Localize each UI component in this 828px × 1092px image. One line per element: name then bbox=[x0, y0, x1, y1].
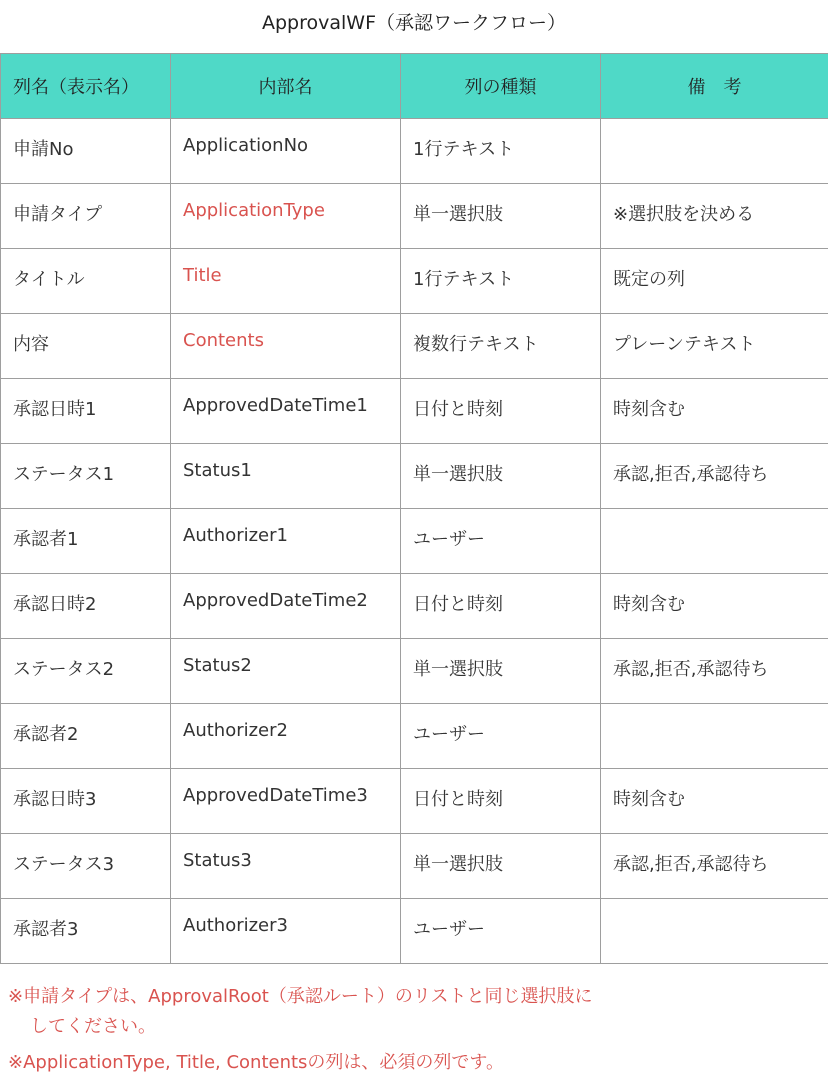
cell-remarks bbox=[601, 509, 828, 574]
cell-display-name: ステータス2 bbox=[1, 639, 171, 704]
cell-column-type: 複数行テキスト bbox=[401, 314, 601, 379]
cell-display-name: 承認者2 bbox=[1, 704, 171, 769]
cell-column-type: 単一選択肢 bbox=[401, 834, 601, 899]
cell-internal-name: ApplicationType bbox=[171, 184, 401, 249]
cell-internal-name: Authorizer1 bbox=[171, 509, 401, 574]
cell-display-name: 申請タイプ bbox=[1, 184, 171, 249]
cell-internal-name: ApplicationNo bbox=[171, 119, 401, 184]
cell-column-type: 単一選択肢 bbox=[401, 639, 601, 704]
cell-remarks: ※選択肢を決める bbox=[601, 184, 828, 249]
cell-internal-name: Authorizer2 bbox=[171, 704, 401, 769]
cell-column-type: 日付と時刻 bbox=[401, 769, 601, 834]
cell-remarks bbox=[601, 119, 828, 184]
table-row bbox=[1, 769, 828, 834]
table-row bbox=[1, 639, 828, 704]
table-body bbox=[1, 119, 828, 964]
cell-internal-name: Status2 bbox=[171, 639, 401, 704]
cell-remarks: 時刻含む bbox=[601, 379, 828, 444]
header-internal-name: 内部名 bbox=[171, 54, 401, 119]
table-header-row bbox=[1, 54, 828, 119]
cell-display-name: ステータス3 bbox=[1, 834, 171, 899]
table-row bbox=[1, 704, 828, 769]
header-remarks: 備 考 bbox=[601, 54, 828, 119]
cell-remarks bbox=[601, 704, 828, 769]
cell-display-name: 承認者1 bbox=[1, 509, 171, 574]
cell-internal-name: ApprovedDateTime2 bbox=[171, 574, 401, 639]
cell-remarks bbox=[601, 899, 828, 964]
cell-display-name: 承認日時1 bbox=[1, 379, 171, 444]
table-row bbox=[1, 249, 828, 314]
footnote-1-line-1: ※申請タイプは、ApprovalRoot（承認ルート）のリストと同じ選択肢に bbox=[8, 986, 593, 1007]
cell-internal-name: Authorizer3 bbox=[171, 899, 401, 964]
table-row bbox=[1, 574, 828, 639]
cell-display-name: 承認者3 bbox=[1, 899, 171, 964]
cell-display-name: 内容 bbox=[1, 314, 171, 379]
cell-internal-name: Status3 bbox=[171, 834, 401, 899]
cell-display-name: 承認日時2 bbox=[1, 574, 171, 639]
cell-remarks: 時刻含む bbox=[601, 769, 828, 834]
table-row bbox=[1, 509, 828, 574]
footnote-1-line-2: してください。 bbox=[30, 1016, 156, 1037]
table-row bbox=[1, 379, 828, 444]
cell-internal-name: Title bbox=[171, 249, 401, 314]
cell-remarks: 承認,拒否,承認待ち bbox=[601, 834, 828, 899]
footnote-2: ※ApplicationType, Title, Contentsの列は、必須の列です。 bbox=[8, 1052, 504, 1073]
table-row bbox=[1, 444, 828, 509]
header-column-type: 列の種類 bbox=[401, 54, 601, 119]
cell-internal-name: ApprovedDateTime1 bbox=[171, 379, 401, 444]
table-row bbox=[1, 119, 828, 184]
cell-remarks: 時刻含む bbox=[601, 574, 828, 639]
cell-column-type: ユーザー bbox=[401, 704, 601, 769]
cell-remarks: 既定の列 bbox=[601, 249, 828, 314]
cell-column-type: 日付と時刻 bbox=[401, 574, 601, 639]
page-title: ApprovalWF（承認ワークフロー） bbox=[261, 12, 567, 34]
table-row bbox=[1, 899, 828, 964]
table-row bbox=[1, 184, 828, 249]
cell-column-type: 1行テキスト bbox=[401, 249, 601, 314]
table-row bbox=[1, 314, 828, 379]
cell-column-type: 単一選択肢 bbox=[401, 444, 601, 509]
cell-remarks: 承認,拒否,承認待ち bbox=[601, 639, 828, 704]
cell-internal-name: Contents bbox=[171, 314, 401, 379]
cell-display-name: 承認日時3 bbox=[1, 769, 171, 834]
cell-column-type: 1行テキスト bbox=[401, 119, 601, 184]
footnotes bbox=[8, 982, 820, 1078]
cell-remarks: プレーンテキスト bbox=[601, 314, 828, 379]
header-display-name: 列名（表示名） bbox=[1, 54, 171, 119]
cell-internal-name: Status1 bbox=[171, 444, 401, 509]
cell-column-type: ユーザー bbox=[401, 899, 601, 964]
cell-column-type: 日付と時刻 bbox=[401, 379, 601, 444]
cell-display-name: タイトル bbox=[1, 249, 171, 314]
cell-display-name: ステータス1 bbox=[1, 444, 171, 509]
cell-column-type: ユーザー bbox=[401, 509, 601, 574]
cell-display-name: 申請No bbox=[1, 119, 171, 184]
cell-internal-name: ApprovedDateTime3 bbox=[171, 769, 401, 834]
cell-remarks: 承認,拒否,承認待ち bbox=[601, 444, 828, 509]
table-row bbox=[1, 834, 828, 899]
column-spec-table bbox=[0, 53, 828, 964]
cell-column-type: 単一選択肢 bbox=[401, 184, 601, 249]
